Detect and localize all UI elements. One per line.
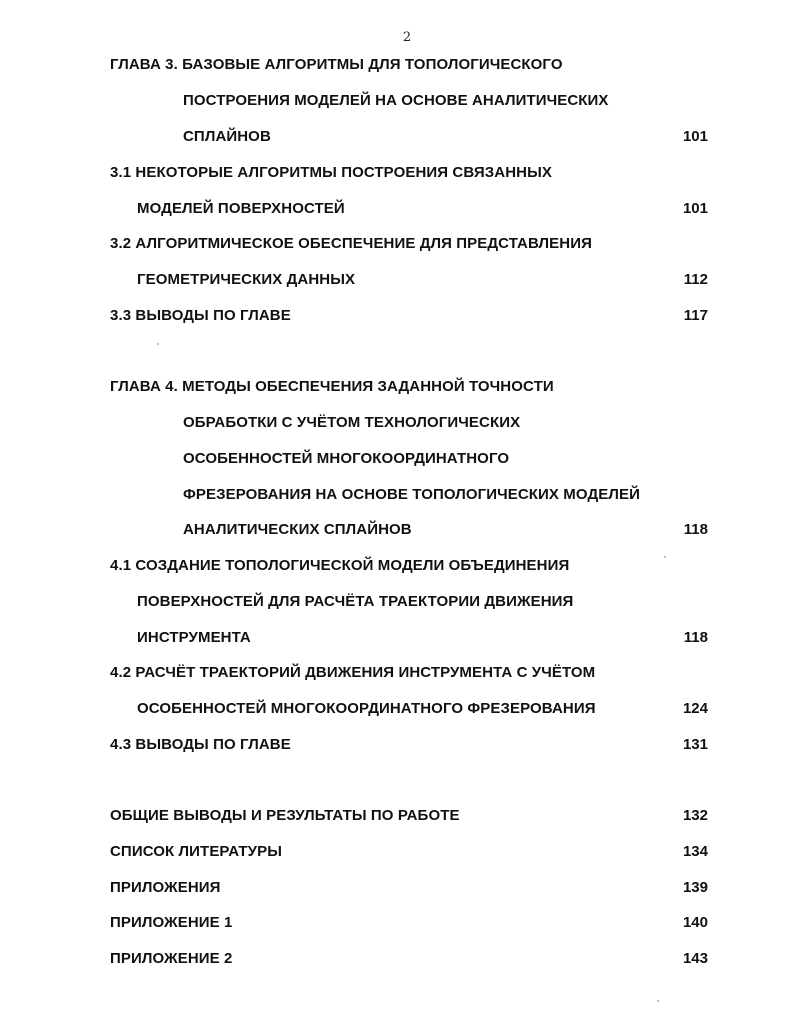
toc-page-number: 143	[682, 950, 708, 967]
toc-entry-line: СПЛАЙНОВ	[183, 128, 271, 145]
toc-entry-line: 4.1 СОЗДАНИЕ ТОПОЛОГИЧЕСКОЙ МОДЕЛИ ОБЪЕДИНЕНИЯ	[110, 557, 570, 574]
toc-entry-line: 3.2 АЛГОРИТМИЧЕСКОЕ ОБЕСПЕЧЕНИЕ ДЛЯ ПРЕДСТАВЛЕНИЯ	[110, 235, 592, 252]
toc-page-number: 117	[683, 307, 708, 324]
toc-entry-line: ОБРАБОТКИ С УЧЁТОМ ТЕХНОЛОГИЧЕСКИХ	[183, 414, 521, 431]
toc-entry-line: ГЛАВА 4. МЕТОДЫ ОБЕСПЕЧЕНИЯ ЗАДАННОЙ ТОЧНОСТИ	[110, 378, 554, 395]
toc-page-number: 124	[682, 700, 708, 717]
toc-entry-line: ПРИЛОЖЕНИЕ 1	[110, 914, 233, 931]
toc-entry-line: ОСОБЕННОСТЕЙ МНОГОКООРДИНАТНОГО ФРЕЗЕРОВАНИЯ	[137, 700, 596, 717]
scan-speck	[664, 556, 666, 558]
toc-entry-line: 3.1 НЕКОТОРЫЕ АЛГОРИТМЫ ПОСТРОЕНИЯ СВЯЗАННЫХ	[110, 164, 552, 181]
toc-page-number: 139	[682, 879, 708, 896]
toc-entry-line: ОСОБЕННОСТЕЙ МНОГОКООРДИНАТНОГО	[183, 450, 510, 467]
toc-entry-line: ГЛАВА 3. БАЗОВЫЕ АЛГОРИТМЫ ДЛЯ ТОПОЛОГИЧЕСКОГО	[110, 56, 563, 73]
toc-entry-line: МОДЕЛЕЙ ПОВЕРХНОСТЕЙ	[137, 200, 345, 217]
toc-page-number: 134	[682, 843, 708, 860]
toc-entry-line: ОБЩИЕ ВЫВОДЫ И РЕЗУЛЬТАТЫ ПО РАБОТЕ	[110, 807, 460, 824]
toc-entry-line: АНАЛИТИЧЕСКИХ СПЛАЙНОВ	[183, 521, 412, 538]
toc-entry-line: ПРИЛОЖЕНИЕ 2	[110, 950, 233, 967]
scan-speck	[657, 1000, 659, 1002]
toc-entry-line: ГЕОМЕТРИЧЕСКИХ ДАННЫХ	[137, 271, 356, 288]
page-number: 2	[402, 30, 412, 45]
toc-entry-line: ФРЕЗЕРОВАНИЯ НА ОСНОВЕ ТОПОЛОГИЧЕСКИХ МОДЕЛЕЙ	[183, 486, 640, 503]
toc-entry-line: ПРИЛОЖЕНИЯ	[110, 879, 221, 896]
toc-page-number: 118	[683, 521, 708, 538]
scan-speck	[157, 343, 159, 345]
toc-entry-line: СПИСОК ЛИТЕРАТУРЫ	[110, 843, 282, 860]
toc-entry-line: ПОВЕРХНОСТЕЙ ДЛЯ РАСЧЁТА ТРАЕКТОРИИ ДВИЖЕНИЯ	[137, 593, 574, 610]
toc-page-number: 140	[682, 914, 708, 931]
toc-page-number: 101	[682, 200, 708, 217]
toc-entry-line: 3.3 ВЫВОДЫ ПО ГЛАВЕ	[110, 307, 291, 324]
toc-page-number: 101	[682, 128, 708, 145]
toc-page-number: 132	[682, 807, 708, 824]
toc-page-number: 131	[682, 736, 708, 753]
toc-entry-line: 4.2 РАСЧЁТ ТРАЕКТОРИЙ ДВИЖЕНИЯ ИНСТРУМЕНТА С УЧЁТОМ	[110, 664, 596, 681]
toc-entry-line: 4.3 ВЫВОДЫ ПО ГЛАВЕ	[110, 736, 291, 753]
toc-entry-line: ИНСТРУМЕНТА	[137, 629, 251, 646]
toc-page-number: 112	[683, 271, 708, 288]
toc-page-number: 118	[683, 629, 708, 646]
toc-entry-line: ПОСТРОЕНИЯ МОДЕЛЕЙ НА ОСНОВЕ АНАЛИТИЧЕСКИХ	[183, 92, 609, 109]
